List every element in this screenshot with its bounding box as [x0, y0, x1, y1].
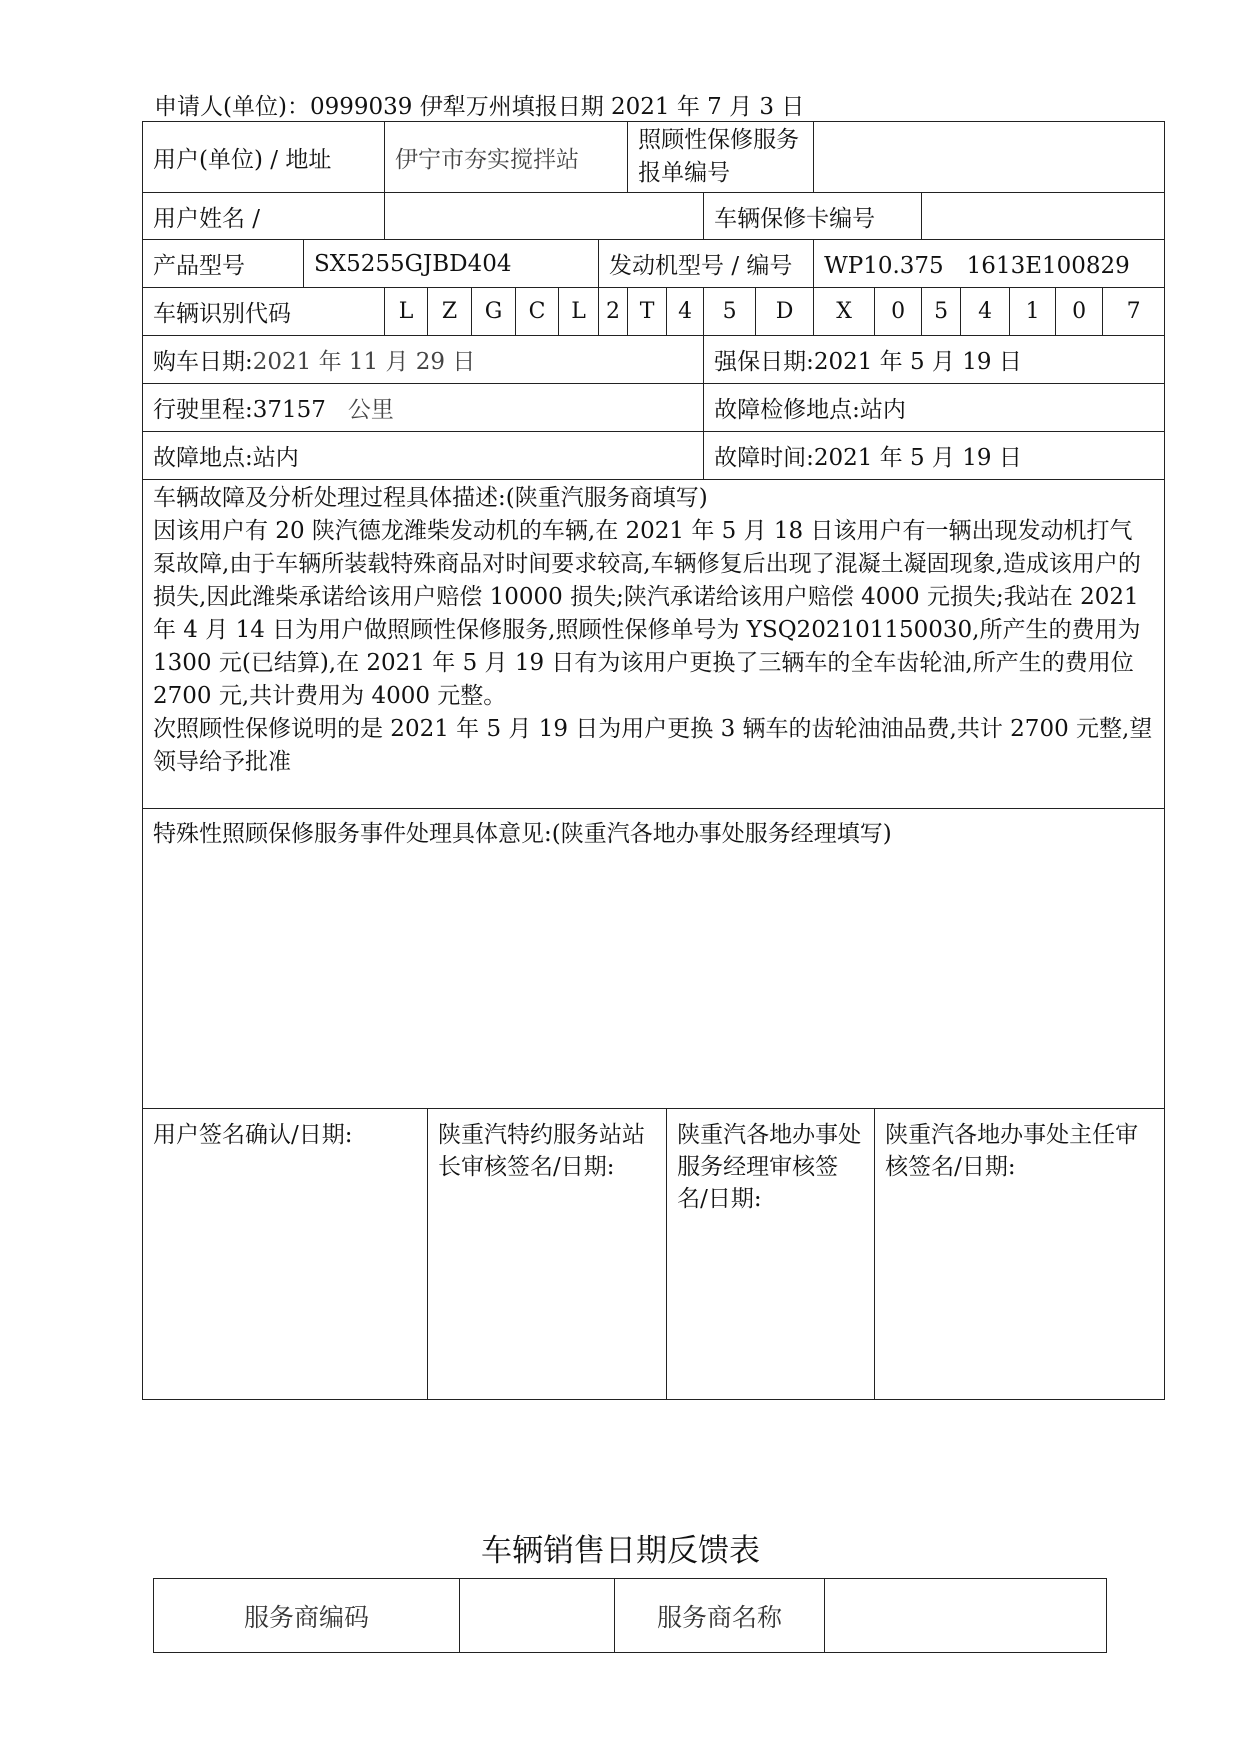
dealer-code-value[interactable]: [460, 1579, 615, 1653]
vin-char: 5: [922, 288, 961, 336]
sign-manager-label: 陕重汽各地办事处服务经理审核签名/日期:: [677, 1122, 862, 1212]
vin-char: 0: [875, 288, 922, 336]
sign-director-label: 陕重汽各地办事处主任审核签名/日期:: [885, 1122, 1139, 1180]
vin-char: 0: [1056, 288, 1103, 336]
dealer-name-label: 服务商名称: [615, 1579, 825, 1653]
insurance-date: 强保日期:2021 年 5 月 19 日: [704, 336, 1165, 384]
product-model-value[interactable]: SX5255GJBD404: [304, 240, 599, 288]
vin-char: D: [756, 288, 814, 336]
sign-manager-cell[interactable]: [667, 1109, 875, 1400]
dealer-name-value[interactable]: [825, 1579, 1107, 1653]
engine-value[interactable]: WP10.375 1613E100829: [814, 240, 1165, 288]
vin-char: G: [472, 288, 516, 336]
sign-user-label: 用户签名确认/日期:: [153, 1122, 353, 1148]
warranty-form-table: [142, 121, 1165, 1400]
mileage-unit: 公里: [347, 397, 394, 423]
vin-char: 4: [961, 288, 1010, 336]
vin-char: 2: [599, 288, 628, 336]
vin-label: 车辆识别代码: [143, 288, 385, 336]
description-para-1[interactable]: 因该用户有 20 陕汽德龙潍柴发动机的车辆,在 2021 年 5 月 18 日该用户有一辆出现发动机打气泵故障,由于车辆所装载特殊商品对时间要求较高,车辆修复后出现了混凝土凝固现象,造成该用户的损失,因此潍柴承诺给该用户赔偿 10000 损失;陕汽承诺给该用户赔偿 4000 元损失;我站在 2021 年 4 月 14 日为用户做照顾性保修服务,照顾性保修单号为 YSQ202101150030,所产生的费用为 1300 元(已结算),在 2021 年 5 月 19 日有为该用户更换了三辆车的全车齿轮油,所产生的费用位 2700 元,共计费用为 4000 元整。: [153, 518, 1141, 709]
sales-feedback-title: 车辆销售日期反馈表: [481, 1533, 760, 1569]
vin-char: 5: [704, 288, 756, 336]
fault-location-cell: [143, 432, 704, 480]
vin-char: 4: [667, 288, 704, 336]
repair-location: 故障检修地点:站内: [704, 384, 1165, 432]
sign-station-cell[interactable]: [428, 1109, 667, 1400]
vin-char: Z: [428, 288, 472, 336]
vin-char: 7: [1103, 288, 1165, 336]
opinion-cell[interactable]: [143, 809, 1165, 1109]
report-no-value[interactable]: [814, 122, 1165, 193]
fault-location-value[interactable]: 站内: [252, 445, 299, 471]
sign-director-cell[interactable]: [875, 1109, 1165, 1400]
opinion-heading: 特殊性照顾保修服务事件处理具体意见:(陕重汽各地办事处服务经理填写): [153, 821, 892, 847]
fault-location-label: 故障地点:: [153, 445, 253, 471]
description-para-2[interactable]: 次照顾性保修说明的是 2021 年 5 月 19 日为用户更换 3 辆车的齿轮油油品费,共计 2700 元整,望领导给予批准: [153, 716, 1153, 775]
sign-station-label: 陕重汽特约服务站站长审核签名/日期:: [438, 1122, 646, 1180]
applicant-line: 申请人(单位)：0999039 伊犁万州填报日期 2021 年 7 月 3 日: [154, 94, 805, 120]
vin-char: L: [559, 288, 599, 336]
sign-user-cell[interactable]: [143, 1109, 428, 1400]
warranty-card-value[interactable]: [922, 193, 1165, 240]
vin-char: L: [385, 288, 428, 336]
dealer-code-label: 服务商编码: [154, 1579, 460, 1653]
description-heading: 车辆故障及分析处理过程具体描述:(陕重汽服务商填写): [153, 485, 708, 511]
purchase-date-value[interactable]: 2021 年 11 月 29 日: [252, 349, 476, 375]
mileage-value[interactable]: 37157: [252, 397, 326, 423]
purchase-date-label: 购车日期:: [153, 349, 253, 375]
warranty-card-label: 车辆保修卡编号: [704, 193, 922, 240]
user-address-label: 用户(单位) / 地址: [143, 122, 385, 193]
user-name-label: 用户姓名 /: [143, 193, 385, 240]
mileage-cell: [143, 384, 704, 432]
vin-char: X: [814, 288, 875, 336]
user-name-value[interactable]: [385, 193, 704, 240]
vin-char: C: [516, 288, 559, 336]
vin-char: T: [628, 288, 667, 336]
purchase-date-cell: [143, 336, 704, 384]
mileage-label: 行驶里程:: [153, 397, 253, 423]
sales-feedback-table: [153, 1578, 1107, 1653]
report-no-label: 照顾性保修服务报单编号: [628, 122, 814, 193]
product-model-label: 产品型号: [143, 240, 304, 288]
description-cell: [143, 480, 1165, 809]
vin-char: 1: [1010, 288, 1056, 336]
user-address-value[interactable]: 伊宁市夯实搅拌站: [385, 122, 628, 193]
fault-time: 故障时间:2021 年 5 月 19 日: [704, 432, 1165, 480]
engine-label: 发动机型号 / 编号: [599, 240, 814, 288]
